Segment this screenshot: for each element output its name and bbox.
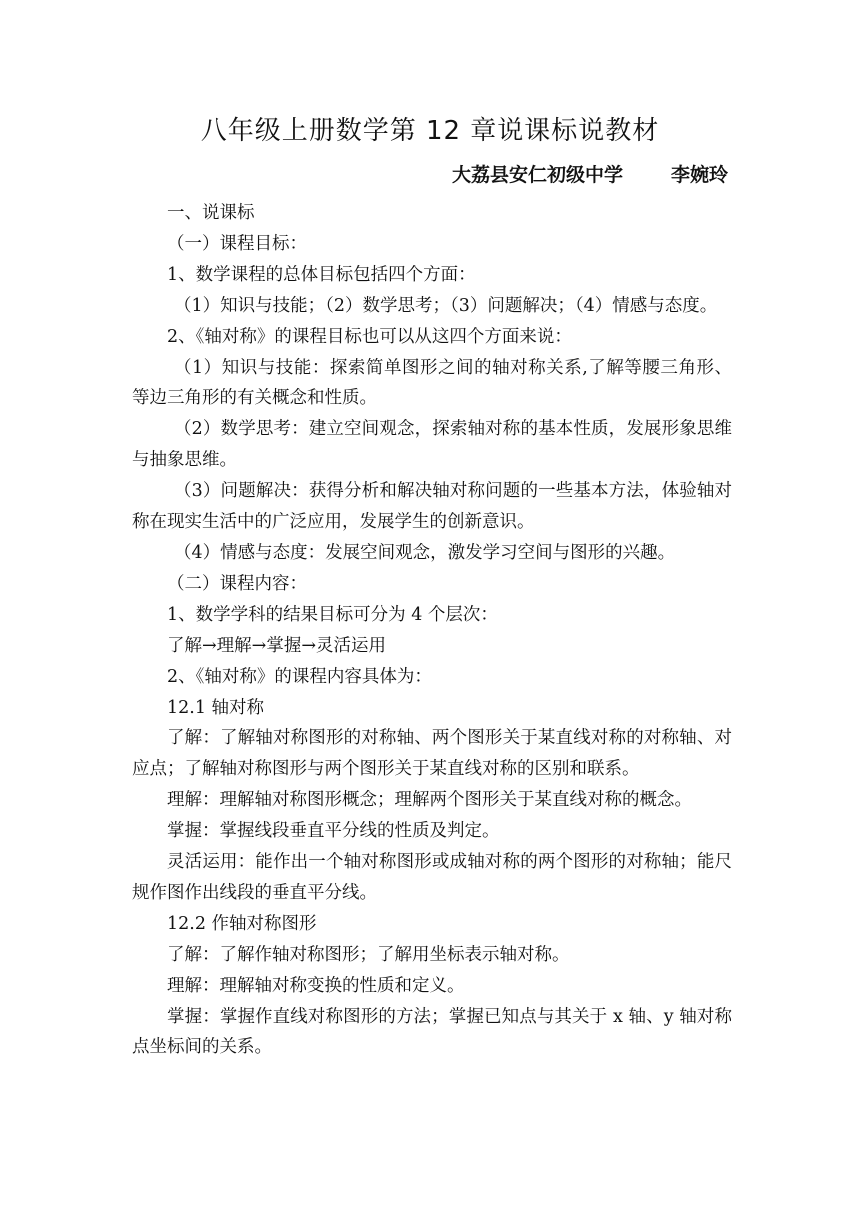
school-name: 大荔县安仁初级中学 (451, 164, 623, 186)
author-line (452, 160, 728, 187)
subsection-heading: （二）课程内容： (167, 573, 307, 594)
paragraph: （2）数学思考：建立空间观念，探索轴对称的基本性质，发展形象思维与抽象思维。 (132, 419, 732, 471)
paragraph: 12.1 轴对称 (167, 697, 265, 718)
paragraph: 掌握：掌握作直线对称图形的方法；掌握已知点与其关于 x 轴、y 轴对称点坐标间的关系。 (132, 1006, 732, 1058)
paragraph: 2、《轴对称》的课程内容具体为： (167, 666, 432, 687)
paragraph: 了解：了解轴对称图形的对称轴、两个图形关于某直线对称的对称轴、对应点；了解轴对称图形与两个图形关于某直线对称的区别和联系。 (132, 728, 732, 780)
paragraph: 1、数学学科的结果目标可分为 4 个层次： (167, 604, 498, 625)
section-heading: 一、说课标 (167, 203, 255, 223)
paragraph: （1）知识与技能；（2）数学思考；（3）问题解决；（4）情感与态度。 (174, 295, 718, 316)
paragraph: 掌握：掌握线段垂直平分线的性质及判定。 (167, 821, 500, 842)
paragraph: 了解→理解→掌握→灵活运用 (167, 635, 386, 656)
document-title: 八年级上册数学第 12 章说课标说教材 (200, 116, 660, 146)
paragraph: （4）情感与态度：发展空间观念，激发学习空间与图形的兴趣。 (174, 542, 676, 563)
document-body (132, 198, 732, 1063)
paragraph: 了解：了解作轴对称图形；了解用坐标表示轴对称。 (167, 944, 570, 965)
subsection-heading: （一）课程目标： (167, 233, 307, 254)
paragraph: 灵活运用：能作出一个轴对称图形或成轴对称的两个图形的对称轴；能尺规作图作出线段的垂直平分线。 (132, 852, 732, 903)
paragraph: 12.2 作轴对称图形 (167, 913, 317, 934)
paragraph: 2、《轴对称》的课程目标也可以从这四个方面来说： (167, 326, 572, 347)
author-name: 李婉玲 (670, 164, 728, 186)
paragraph: 1、数学课程的总体目标包括四个方面： (167, 264, 476, 285)
paragraph: （3）问题解决：获得分析和解决轴对称问题的一些基本方法，体验轴对称在现实生活中的广泛应用，发展学生的创新意识。 (132, 481, 732, 533)
paragraph: 理解：理解轴对称图形概念；理解两个图形关于某直线对称的概念。 (167, 790, 692, 811)
paragraph: （1）知识与技能：探索简单图形之间的轴对称关系,了解等腰三角形、等边三角形的有关概念和性质。 (132, 357, 732, 409)
paragraph: 理解：理解轴对称变换的性质和定义。 (167, 975, 465, 996)
